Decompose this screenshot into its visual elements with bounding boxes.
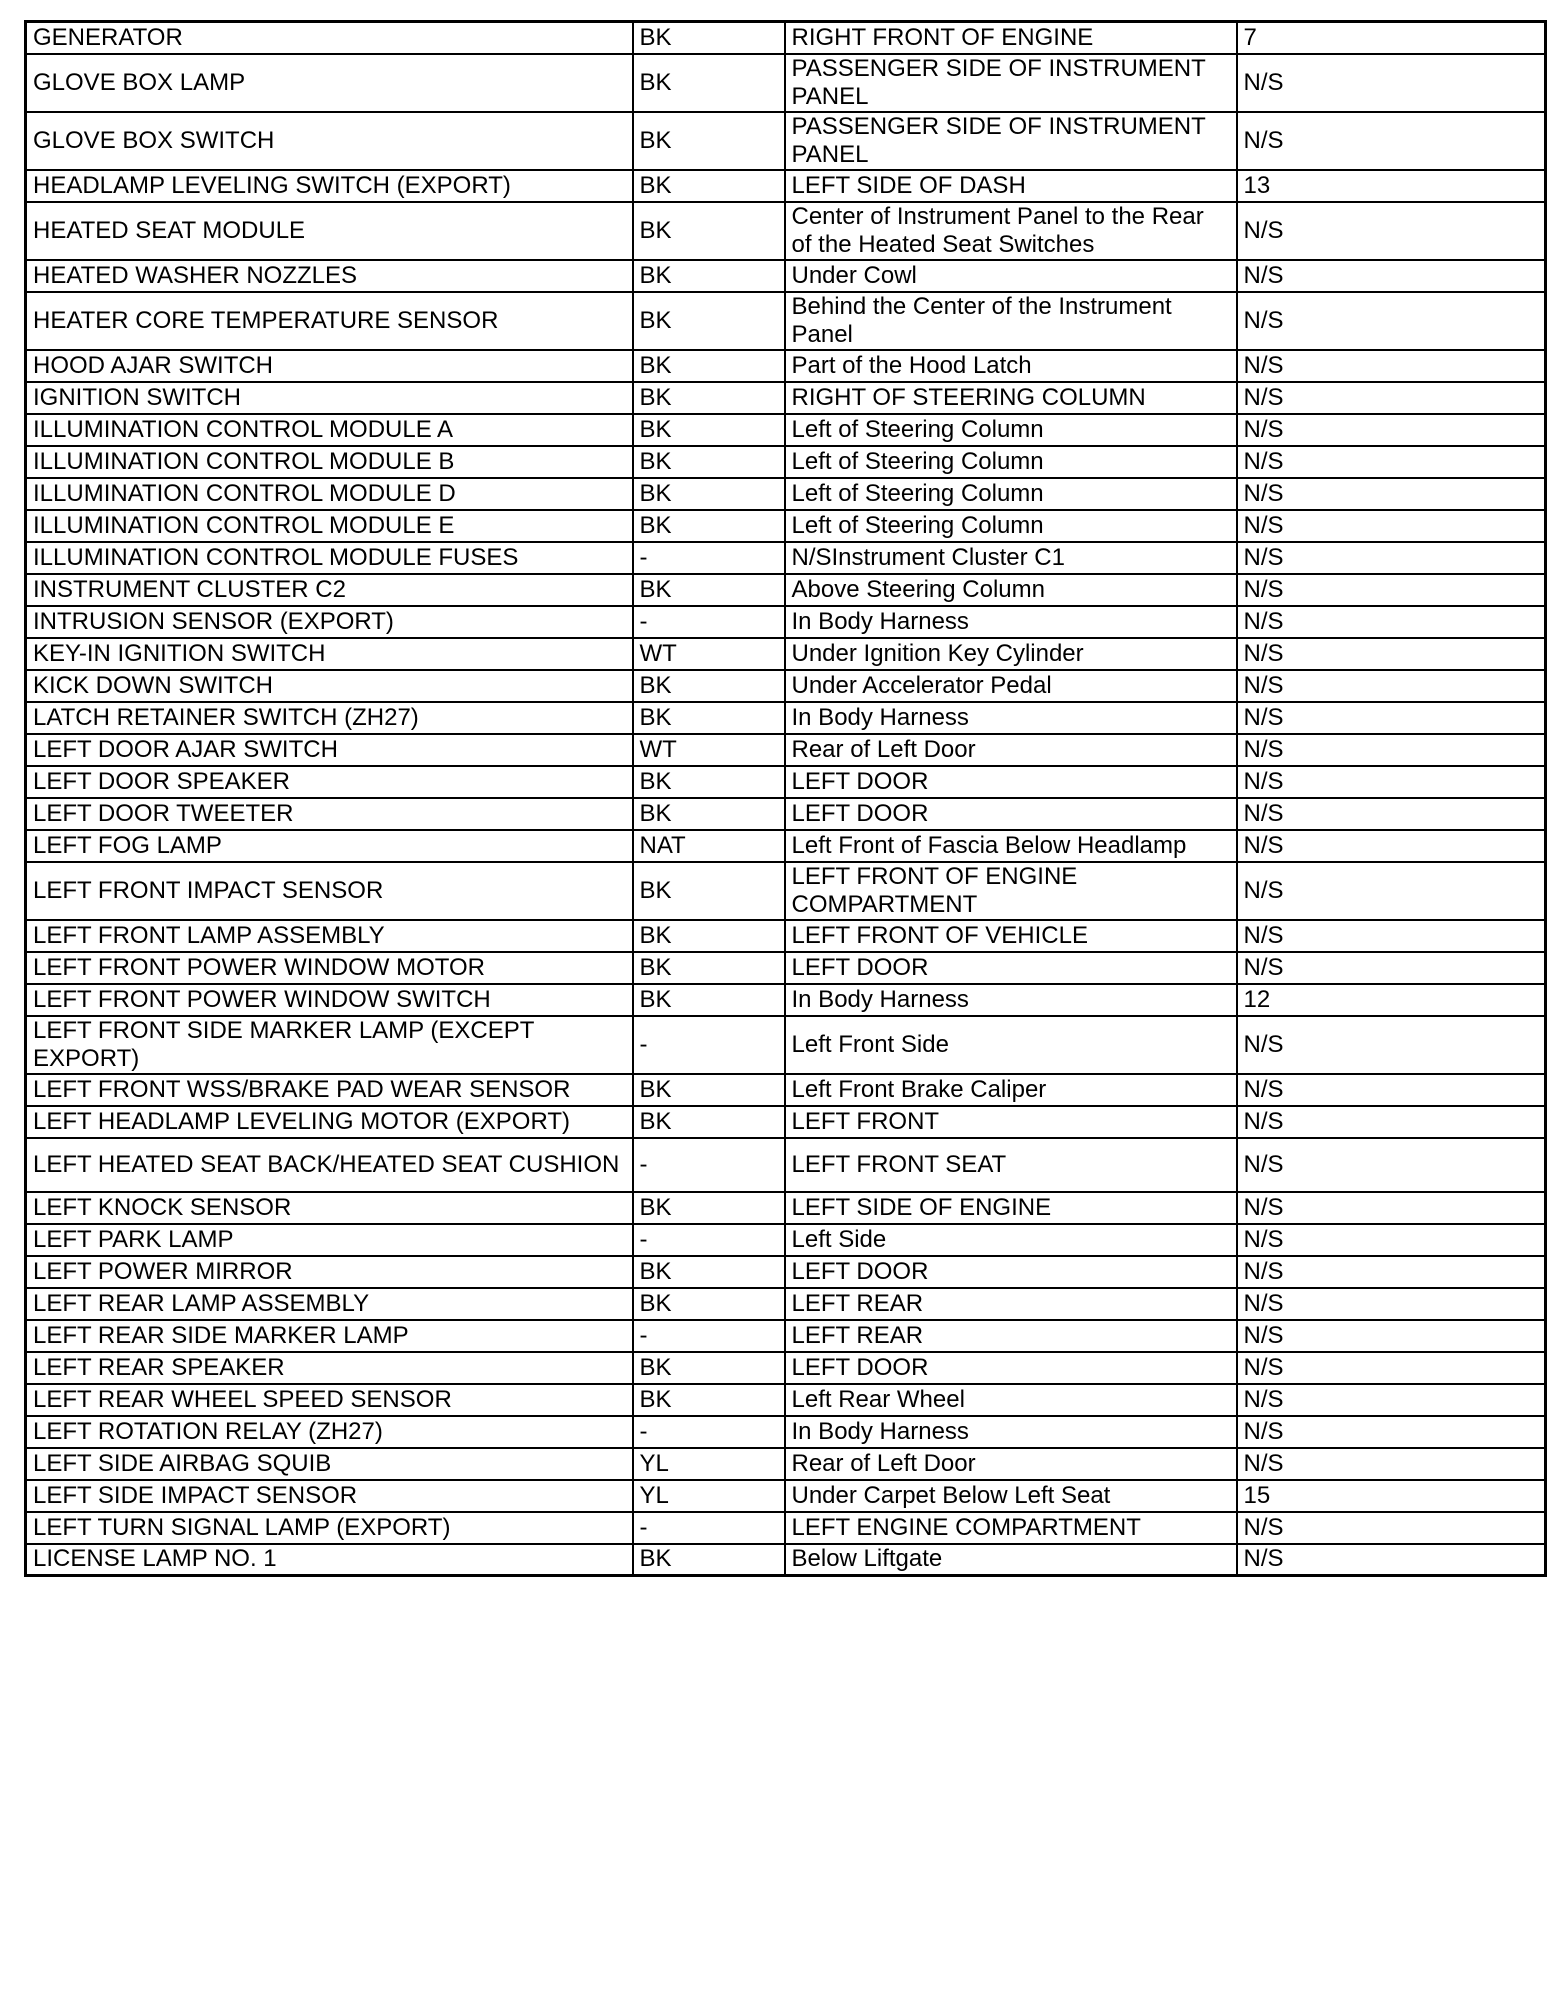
- connector-color-cell: YL: [633, 1448, 785, 1480]
- component-name-cell: LEFT REAR SIDE MARKER LAMP: [26, 1320, 633, 1352]
- component-name-cell: LEFT REAR SPEAKER: [26, 1352, 633, 1384]
- component-name-cell: KEY-IN IGNITION SWITCH: [26, 638, 633, 670]
- location-cell: PASSENGER SIDE OF INSTRUMENT PANEL: [785, 112, 1237, 170]
- location-cell: LEFT FRONT OF ENGINE COMPARTMENT: [785, 862, 1237, 920]
- figure-cell: N/S: [1237, 1448, 1546, 1480]
- component-name-cell: LEFT REAR WHEEL SPEED SENSOR: [26, 1384, 633, 1416]
- connector-color-cell: -: [633, 1320, 785, 1352]
- connector-color-cell: -: [633, 1512, 785, 1544]
- figure-cell: N/S: [1237, 382, 1546, 414]
- figure-cell: N/S: [1237, 766, 1546, 798]
- table-row: [26, 984, 1546, 1016]
- component-name-cell: LEFT POWER MIRROR: [26, 1256, 633, 1288]
- connector-color-cell: BK: [633, 1288, 785, 1320]
- figure-cell: N/S: [1237, 920, 1546, 952]
- figure-cell: N/S: [1237, 798, 1546, 830]
- table-row: [26, 1448, 1546, 1480]
- location-cell: Rear of Left Door: [785, 1448, 1237, 1480]
- figure-cell: N/S: [1237, 830, 1546, 862]
- component-name-cell: INSTRUMENT CLUSTER C2: [26, 574, 633, 606]
- connector-color-cell: BK: [633, 170, 785, 202]
- figure-cell: N/S: [1237, 446, 1546, 478]
- location-cell: Left of Steering Column: [785, 478, 1237, 510]
- figure-cell: N/S: [1237, 1106, 1546, 1138]
- figure-cell: 13: [1237, 170, 1546, 202]
- table-row: [26, 1416, 1546, 1448]
- table-row: [26, 1192, 1546, 1224]
- connector-color-cell: -: [633, 606, 785, 638]
- table-row: [26, 382, 1546, 414]
- table-row: [26, 1288, 1546, 1320]
- component-name-cell: LEFT HEATED SEAT BACK/HEATED SEAT CUSHION: [26, 1138, 633, 1192]
- component-name-cell: LEFT HEADLAMP LEVELING MOTOR (EXPORT): [26, 1106, 633, 1138]
- connector-color-cell: BK: [633, 292, 785, 350]
- figure-cell: N/S: [1237, 862, 1546, 920]
- connector-color-cell: -: [633, 1138, 785, 1192]
- location-cell: Left of Steering Column: [785, 510, 1237, 542]
- table-row: [26, 830, 1546, 862]
- location-cell: LEFT DOOR: [785, 952, 1237, 984]
- connector-color-cell: BK: [633, 202, 785, 260]
- figure-cell: N/S: [1237, 260, 1546, 292]
- location-cell: Left of Steering Column: [785, 414, 1237, 446]
- component-name-cell: ILLUMINATION CONTROL MODULE FUSES: [26, 542, 633, 574]
- connector-color-cell: BK: [633, 510, 785, 542]
- location-cell: LEFT FRONT: [785, 1106, 1237, 1138]
- location-cell: LEFT SIDE OF DASH: [785, 170, 1237, 202]
- table-row: [26, 702, 1546, 734]
- location-cell: LEFT ENGINE COMPARTMENT: [785, 1512, 1237, 1544]
- table-row: [26, 638, 1546, 670]
- figure-cell: N/S: [1237, 1384, 1546, 1416]
- location-cell: Left Front of Fascia Below Headlamp: [785, 830, 1237, 862]
- component-name-cell: ILLUMINATION CONTROL MODULE E: [26, 510, 633, 542]
- figure-cell: N/S: [1237, 542, 1546, 574]
- table-row: [26, 1016, 1546, 1074]
- figure-cell: 12: [1237, 984, 1546, 1016]
- connector-color-cell: -: [633, 542, 785, 574]
- table-row: [26, 1544, 1546, 1576]
- table-row: [26, 1256, 1546, 1288]
- figure-cell: N/S: [1237, 202, 1546, 260]
- location-cell: In Body Harness: [785, 702, 1237, 734]
- connector-color-cell: -: [633, 1016, 785, 1074]
- location-cell: Above Steering Column: [785, 574, 1237, 606]
- component-name-cell: LEFT FRONT WSS/BRAKE PAD WEAR SENSOR: [26, 1074, 633, 1106]
- figure-cell: N/S: [1237, 510, 1546, 542]
- figure-cell: N/S: [1237, 574, 1546, 606]
- component-name-cell: LEFT FRONT LAMP ASSEMBLY: [26, 920, 633, 952]
- location-cell: LEFT FRONT SEAT: [785, 1138, 1237, 1192]
- component-name-cell: ILLUMINATION CONTROL MODULE B: [26, 446, 633, 478]
- table-row: [26, 1384, 1546, 1416]
- connector-color-cell: BK: [633, 798, 785, 830]
- location-cell: Part of the Hood Latch: [785, 350, 1237, 382]
- connector-color-cell: BK: [633, 22, 785, 54]
- location-cell: Behind the Center of the Instrument Panel: [785, 292, 1237, 350]
- connector-color-cell: BK: [633, 260, 785, 292]
- component-name-cell: IGNITION SWITCH: [26, 382, 633, 414]
- table-row: [26, 170, 1546, 202]
- component-name-cell: LICENSE LAMP NO. 1: [26, 1544, 633, 1576]
- connector-color-cell: BK: [633, 702, 785, 734]
- component-name-cell: LEFT FRONT SIDE MARKER LAMP (EXCEPT EXPORT): [26, 1016, 633, 1074]
- component-name-cell: LEFT ROTATION RELAY (ZH27): [26, 1416, 633, 1448]
- table-row: [26, 478, 1546, 510]
- connector-color-cell: BK: [633, 984, 785, 1016]
- figure-cell: N/S: [1237, 478, 1546, 510]
- location-cell: Center of Instrument Panel to the Rear of the Heated Seat Switches: [785, 202, 1237, 260]
- location-cell: RIGHT FRONT OF ENGINE: [785, 22, 1237, 54]
- connector-color-cell: BK: [633, 112, 785, 170]
- location-cell: Left Rear Wheel: [785, 1384, 1237, 1416]
- table-row: [26, 1074, 1546, 1106]
- table-row: [26, 1480, 1546, 1512]
- figure-cell: N/S: [1237, 1224, 1546, 1256]
- connector-color-cell: YL: [633, 1480, 785, 1512]
- figure-cell: N/S: [1237, 1016, 1546, 1074]
- table-row: [26, 414, 1546, 446]
- location-cell: LEFT SIDE OF ENGINE: [785, 1192, 1237, 1224]
- component-name-cell: LEFT SIDE AIRBAG SQUIB: [26, 1448, 633, 1480]
- connector-color-cell: BK: [633, 1544, 785, 1576]
- table-row: [26, 1106, 1546, 1138]
- location-cell: Below Liftgate: [785, 1544, 1237, 1576]
- table-row: [26, 920, 1546, 952]
- connector-color-cell: BK: [633, 382, 785, 414]
- location-cell: PASSENGER SIDE OF INSTRUMENT PANEL: [785, 54, 1237, 112]
- table-row: [26, 670, 1546, 702]
- connector-color-cell: BK: [633, 1192, 785, 1224]
- figure-cell: 7: [1237, 22, 1546, 54]
- location-cell: LEFT DOOR: [785, 1256, 1237, 1288]
- figure-cell: N/S: [1237, 1512, 1546, 1544]
- component-name-cell: LEFT SIDE IMPACT SENSOR: [26, 1480, 633, 1512]
- location-cell: Left Front Side: [785, 1016, 1237, 1074]
- connector-color-cell: BK: [633, 1074, 785, 1106]
- table-row: [26, 1352, 1546, 1384]
- location-cell: LEFT DOOR: [785, 1352, 1237, 1384]
- figure-cell: N/S: [1237, 112, 1546, 170]
- location-cell: LEFT REAR: [785, 1288, 1237, 1320]
- table-row: [26, 202, 1546, 260]
- component-name-cell: GENERATOR: [26, 22, 633, 54]
- table-row: [26, 1320, 1546, 1352]
- location-cell: Left Front Brake Caliper: [785, 1074, 1237, 1106]
- connector-color-cell: BK: [633, 446, 785, 478]
- component-name-cell: HEATED WASHER NOZZLES: [26, 260, 633, 292]
- component-name-cell: LEFT FRONT POWER WINDOW SWITCH: [26, 984, 633, 1016]
- table-row: [26, 446, 1546, 478]
- table-row: [26, 22, 1546, 54]
- component-name-cell: ILLUMINATION CONTROL MODULE D: [26, 478, 633, 510]
- component-name-cell: LEFT FRONT IMPACT SENSOR: [26, 862, 633, 920]
- table-row: [26, 112, 1546, 170]
- location-cell: In Body Harness: [785, 1416, 1237, 1448]
- location-cell: LEFT DOOR: [785, 798, 1237, 830]
- table-row: [26, 292, 1546, 350]
- connector-color-cell: NAT: [633, 830, 785, 862]
- location-cell: LEFT FRONT OF VEHICLE: [785, 920, 1237, 952]
- figure-cell: N/S: [1237, 54, 1546, 112]
- figure-cell: N/S: [1237, 606, 1546, 638]
- connector-color-cell: BK: [633, 1106, 785, 1138]
- component-name-cell: ILLUMINATION CONTROL MODULE A: [26, 414, 633, 446]
- component-name-cell: HEATED SEAT MODULE: [26, 202, 633, 260]
- location-cell: LEFT DOOR: [785, 766, 1237, 798]
- component-name-cell: KICK DOWN SWITCH: [26, 670, 633, 702]
- component-name-cell: HOOD AJAR SWITCH: [26, 350, 633, 382]
- table-row: [26, 350, 1546, 382]
- figure-cell: N/S: [1237, 734, 1546, 766]
- table-row: [26, 798, 1546, 830]
- component-name-cell: LEFT REAR LAMP ASSEMBLY: [26, 1288, 633, 1320]
- figure-cell: N/S: [1237, 1544, 1546, 1576]
- figure-cell: N/S: [1237, 1074, 1546, 1106]
- connector-color-cell: BK: [633, 1352, 785, 1384]
- figure-cell: N/S: [1237, 1138, 1546, 1192]
- figure-cell: N/S: [1237, 1256, 1546, 1288]
- table-row: [26, 260, 1546, 292]
- location-cell: Under Carpet Below Left Seat: [785, 1480, 1237, 1512]
- figure-cell: N/S: [1237, 1288, 1546, 1320]
- location-cell: Under Cowl: [785, 260, 1237, 292]
- connector-color-cell: BK: [633, 862, 785, 920]
- connector-color-cell: WT: [633, 638, 785, 670]
- component-name-cell: LATCH RETAINER SWITCH (ZH27): [26, 702, 633, 734]
- connector-color-cell: BK: [633, 54, 785, 112]
- figure-cell: N/S: [1237, 414, 1546, 446]
- table-row: [26, 542, 1546, 574]
- connector-table-body: [26, 22, 1546, 1576]
- figure-cell: N/S: [1237, 952, 1546, 984]
- component-name-cell: LEFT DOOR AJAR SWITCH: [26, 734, 633, 766]
- component-name-cell: INTRUSION SENSOR (EXPORT): [26, 606, 633, 638]
- figure-cell: N/S: [1237, 1352, 1546, 1384]
- location-cell: In Body Harness: [785, 606, 1237, 638]
- component-name-cell: GLOVE BOX SWITCH: [26, 112, 633, 170]
- connector-color-cell: BK: [633, 920, 785, 952]
- figure-cell: 15: [1237, 1480, 1546, 1512]
- table-row: [26, 952, 1546, 984]
- figure-cell: N/S: [1237, 702, 1546, 734]
- figure-cell: N/S: [1237, 292, 1546, 350]
- location-cell: Under Ignition Key Cylinder: [785, 638, 1237, 670]
- location-cell: Left of Steering Column: [785, 446, 1237, 478]
- location-cell: LEFT REAR: [785, 1320, 1237, 1352]
- connector-color-cell: BK: [633, 574, 785, 606]
- connector-table: [24, 20, 1547, 1577]
- connector-color-cell: BK: [633, 414, 785, 446]
- figure-cell: N/S: [1237, 350, 1546, 382]
- location-cell: Under Accelerator Pedal: [785, 670, 1237, 702]
- component-name-cell: LEFT DOOR SPEAKER: [26, 766, 633, 798]
- component-name-cell: LEFT TURN SIGNAL LAMP (EXPORT): [26, 1512, 633, 1544]
- figure-cell: N/S: [1237, 1416, 1546, 1448]
- component-name-cell: HEATER CORE TEMPERATURE SENSOR: [26, 292, 633, 350]
- table-row: [26, 734, 1546, 766]
- table-row: [26, 1512, 1546, 1544]
- table-row: [26, 1224, 1546, 1256]
- component-name-cell: LEFT FOG LAMP: [26, 830, 633, 862]
- table-row: [26, 574, 1546, 606]
- connector-color-cell: WT: [633, 734, 785, 766]
- connector-color-cell: BK: [633, 1384, 785, 1416]
- figure-cell: N/S: [1237, 670, 1546, 702]
- component-name-cell: LEFT FRONT POWER WINDOW MOTOR: [26, 952, 633, 984]
- component-name-cell: LEFT KNOCK SENSOR: [26, 1192, 633, 1224]
- table-row: [26, 510, 1546, 542]
- table-row: [26, 1138, 1546, 1192]
- component-name-cell: HEADLAMP LEVELING SWITCH (EXPORT): [26, 170, 633, 202]
- figure-cell: N/S: [1237, 1192, 1546, 1224]
- location-cell: RIGHT OF STEERING COLUMN: [785, 382, 1237, 414]
- connector-color-cell: BK: [633, 766, 785, 798]
- location-cell: In Body Harness: [785, 984, 1237, 1016]
- figure-cell: N/S: [1237, 638, 1546, 670]
- table-row: [26, 766, 1546, 798]
- location-cell: Left Side: [785, 1224, 1237, 1256]
- connector-color-cell: -: [633, 1416, 785, 1448]
- connector-color-cell: -: [633, 1224, 785, 1256]
- connector-color-cell: BK: [633, 350, 785, 382]
- figure-cell: N/S: [1237, 1320, 1546, 1352]
- location-cell: Rear of Left Door: [785, 734, 1237, 766]
- component-name-cell: LEFT PARK LAMP: [26, 1224, 633, 1256]
- location-cell: N/SInstrument Cluster C1: [785, 542, 1237, 574]
- connector-color-cell: BK: [633, 478, 785, 510]
- table-row: [26, 862, 1546, 920]
- connector-color-cell: BK: [633, 670, 785, 702]
- component-name-cell: GLOVE BOX LAMP: [26, 54, 633, 112]
- connector-color-cell: BK: [633, 952, 785, 984]
- table-row: [26, 606, 1546, 638]
- component-name-cell: LEFT DOOR TWEETER: [26, 798, 633, 830]
- table-row: [26, 54, 1546, 112]
- connector-color-cell: BK: [633, 1256, 785, 1288]
